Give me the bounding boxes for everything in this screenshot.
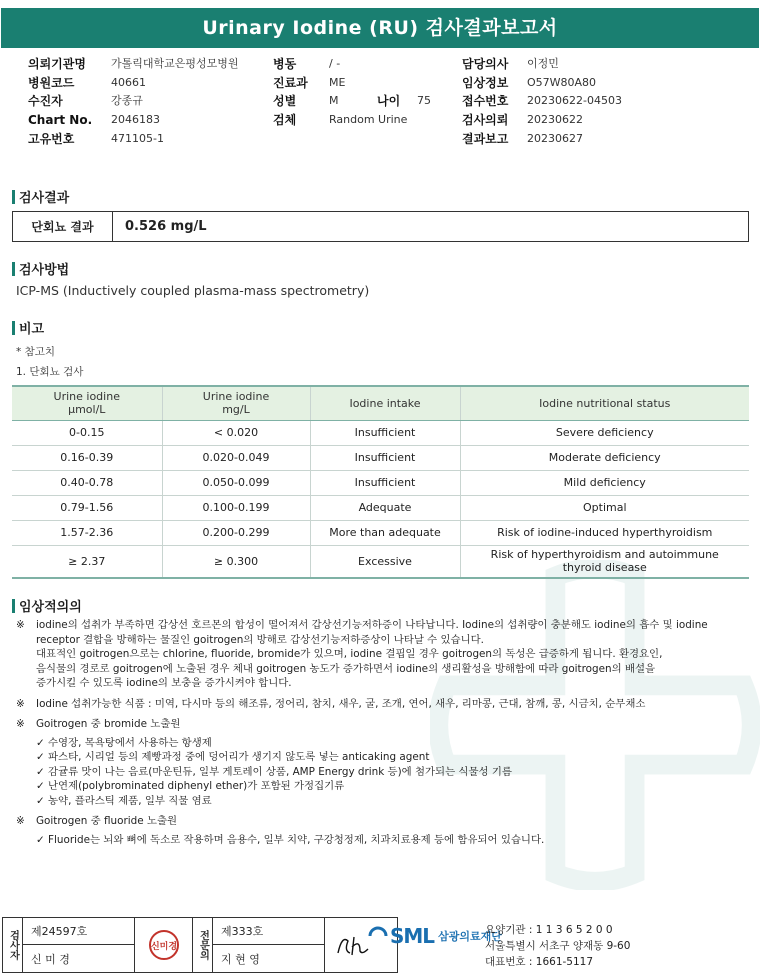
age-value: 75 <box>417 94 431 108</box>
list-item: ✓ 감귤류 맛이 나는 음료(마운틴듀, 일부 게토레이 상품, AMP Energy drink 등)에 첨가되는 식물성 기름 <box>36 765 512 778</box>
table-header: Urine iodine μmol/L <box>12 386 162 420</box>
table-row: 0-0.15 < 0.020 Insufficient Severe deficiency <box>12 420 749 445</box>
section-method-heading <box>12 259 69 278</box>
info-label: 진료과 <box>273 75 308 90</box>
examiner-name: 신 미 경 <box>31 952 70 966</box>
list-item: ✓ Fluoride는 뇌와 뼈에 독소로 작용하며 음용수, 일부 치약, 구강청정제, 치과치료용제 등에 함유되어 있습니다. <box>36 833 545 846</box>
info-label: 검체 <box>273 113 297 128</box>
info-value: M <box>329 94 339 108</box>
info-value: 20230622 <box>527 113 583 127</box>
info-value: O57W80A80 <box>527 75 597 89</box>
clinical-p2: Iodine 섭취가능한 식품 : 미역, 다시마 등의 해조류, 정어리, 참치, 새우, 굴, 조개, 연어, 새우, 리마콩, 근대, 참깨, 콩, 시금치, 순무채소 <box>36 697 646 710</box>
result-box <box>12 211 749 242</box>
specialist-cell <box>213 918 325 972</box>
list-item: ✓ 수영장, 목욕탕에서 사용하는 항생제 <box>36 736 212 749</box>
table-row: 0.40-0.78 0.050-0.099 Insufficient Mild deficiency <box>12 470 749 495</box>
list-item: ✓ 파스타, 시리얼 등의 제빵과정 중에 덩어리가 생기지 않도록 넣는 anticaking agent <box>36 751 430 763</box>
lab-logo-text: SML <box>390 924 435 948</box>
info-label: 담당의사 <box>462 57 509 72</box>
info-label: 결과보고 <box>462 131 509 146</box>
section-remarks-heading <box>12 318 44 337</box>
info-value: 강종규 <box>111 94 143 108</box>
lab-logo <box>366 924 502 948</box>
info-label: 임상정보 <box>462 75 509 90</box>
info-label: 의뢰기관명 <box>28 57 86 72</box>
clinical-p1: iodine의 섭취가 부족하면 갑상선 호르몬의 합성이 떨어져서 갑상선기능저하증이 나타납니다. Iodine의 섭취량이 충분해도 iodine의 흡수 및 iodine receptor 결합을 방해하는 물질인 goitrogen의 방해로 갑상선기능저하증상이 나타날 수 있습니다. 대표적인 goitrogen으로는 chlorine, fluoride, bromide가 있으며, iodine 결핍일 경우 goitrogen의 독성은 급증하게 됩니다. 환경요인, 음식물의 경로로 goitrogen에 노출된 경우 체내 goitrogen 농도가 증가하면서 iodine의 생리활성을 방해함에 따라 goitrogen의 배설을 증가시킬 수 있도록 iodine의 보충을 증가시켜야 합니다. <box>36 619 708 689</box>
sml-mark-icon <box>366 924 390 948</box>
info-label: 병원코드 <box>28 75 75 90</box>
info-value: 가톨릭대학교은평성모병원 <box>111 57 239 71</box>
info-column-3 <box>462 55 622 148</box>
info-value: 2046183 <box>111 113 160 127</box>
remarks-item: 1. 단회뇨 검사 <box>16 366 84 378</box>
reference-table <box>12 385 749 579</box>
remarks-ref: * 참고치 <box>16 346 56 358</box>
signature-block <box>2 917 398 973</box>
section-method-title: 검사방법 <box>19 263 70 278</box>
lab-name: 삼광의료재단 <box>438 930 502 943</box>
table-header: Urine iodine mg/L <box>162 386 310 420</box>
list-item: ✓ 난연제(polybrominated diphenyl ether)가 포함된 가정집기류 <box>36 780 345 792</box>
lab-info <box>485 922 630 970</box>
result-label: 단회뇨 결과 <box>13 212 113 241</box>
lab-line: 대표번호 : 1661-5117 <box>485 956 594 968</box>
info-label: 성별 <box>273 94 297 109</box>
examiner-label: 검사자 <box>3 918 23 972</box>
result-value: 0.526 mg/L <box>125 219 207 234</box>
examiner-seal <box>135 918 193 972</box>
table-row: 0.16-0.39 0.020-0.049 Insufficient Moderate deficiency <box>12 445 749 470</box>
info-value: 이정민 <box>527 57 559 71</box>
info-label: 고유번호 <box>28 131 75 146</box>
examiner-cell <box>23 918 135 972</box>
section-remarks-title: 비고 <box>19 322 45 337</box>
info-value: 20230627 <box>527 131 583 145</box>
report-title: Urinary Iodine (RU) 검사결과보고서 <box>1 8 759 48</box>
info-value: ME <box>329 75 346 89</box>
info-value: 471105-1 <box>111 131 164 145</box>
section-result-title: 검사결과 <box>19 191 70 206</box>
list-item: ✓ 농약, 플라스틱 제품, 일부 직물 염료 <box>36 794 212 807</box>
info-label: Chart No. <box>28 113 93 128</box>
info-value: / - <box>329 57 341 71</box>
specialist-number: 제333호 <box>213 918 324 945</box>
clinical-p4: Goitrogen 중 fluoride 노출원 <box>36 815 178 827</box>
info-label: 접수번호 <box>462 94 509 109</box>
age-label: 나이 <box>377 94 401 109</box>
seal-icon <box>146 927 182 963</box>
section-clinical-heading <box>12 596 82 615</box>
info-column-1 <box>28 55 239 148</box>
table-row: ≥ 2.37 ≥ 0.300 Excessive Risk of hyperthyroidism and autoimmune thyroid disease <box>12 545 749 578</box>
specialist-label: 전문의 <box>193 918 213 972</box>
lab-line: 서울특별시 서초구 양재동 9-60 <box>485 940 631 952</box>
section-clinical-title: 임상적의의 <box>19 600 82 615</box>
info-value: Random Urine <box>329 113 408 127</box>
info-label: 검사의뢰 <box>462 113 509 128</box>
specialist-name: 지 현 영 <box>221 952 260 966</box>
clinical-p3: Goitrogen 중 bromide 노출원 <box>36 718 181 730</box>
lab-line: 요양기관 : 1 1 3 6 5 2 0 0 <box>485 924 613 936</box>
method-text: ICP-MS (Inductively coupled plasma-mass spectrometry) <box>16 283 370 298</box>
table-header: Iodine nutritional status <box>460 386 749 420</box>
clinical-text: ※ iodine의 섭취가 부족하면 갑상선 호르몬의 합성이 떨어져서 갑상선기능저하증이 나타납니다. Iodine의 섭취량이 충분해도 iodine의 흡수 및 iodine receptor 결합을 방해하는 물질인 goitrogen의 방해로 갑상선기능저하증상이 나타날 수 있습니다. 대표적인 goitrogen으로는 chlorine, fluoride, bromide가 있으며, iodine 결핍일 경우 goitrogen의 독성은 급증하게 됩니다. 환경요인, 음식물의 경로로 goitrogen에 노출된 경우 체내 goitrogen 농도가 증가하면서 iodine의 생리활성을 방해함에 따라 goitrogen의 배설을 증가시킬 수 있도록 iodine의 보충을 증가시켜야 합니다. ※ Iodine 섭취가능한 식품 : 미역, 다시마 등의 해조류, 정어리, 참치, 새우, 굴, 조개, 연어, 새우, 리마콩, 근대, 참깨, 콩, 시금치, 순무채소 ※ Goitrogen 중 bromide 노출원 ✓ 수영장, 목욕탕에서 사용하는 항생제 ✓ 파스타, 시리얼 등의 제빵과정 중에 덩어리가 생기지 않도록 넣는 anticaking agent ✓ 감귤류 맛이 나는 음료(마운틴듀, 일부 게토레이 상품, AMP Energy drink 등)에 첨가되는 식물성 기름 ✓ 난연제(polybrominated diphenyl ether)가 포함된 가정집기류 ✓ 농약, 플라스틱 제품, 일부 직물 염료 ※ Goitrogen 중 fluoride 노출원 ✓ Fluoride는 뇌와 뼈에 독소로 작용하며 음용수, 일부 치약, 구강청정제, 치과치료용제 등에 함유되어 있습니다. <box>16 618 746 847</box>
table-header: Iodine intake <box>310 386 460 420</box>
table-header-row <box>12 386 749 420</box>
table-row: 1.57-2.36 0.200-0.299 More than adequate Risk of iodine-induced hyperthyroidism <box>12 520 749 545</box>
info-label: 수진자 <box>28 94 63 109</box>
svg-text:신미경: 신미경 <box>150 942 177 952</box>
info-label: 병동 <box>273 57 297 72</box>
info-value: 40661 <box>111 75 146 89</box>
table-row: 0.79-1.56 0.100-0.199 Adequate Optimal <box>12 495 749 520</box>
section-result-heading <box>12 187 69 206</box>
info-column-2 <box>273 55 431 129</box>
info-value: 20230622-04503 <box>527 94 622 108</box>
examiner-number: 제24597호 <box>23 918 134 945</box>
